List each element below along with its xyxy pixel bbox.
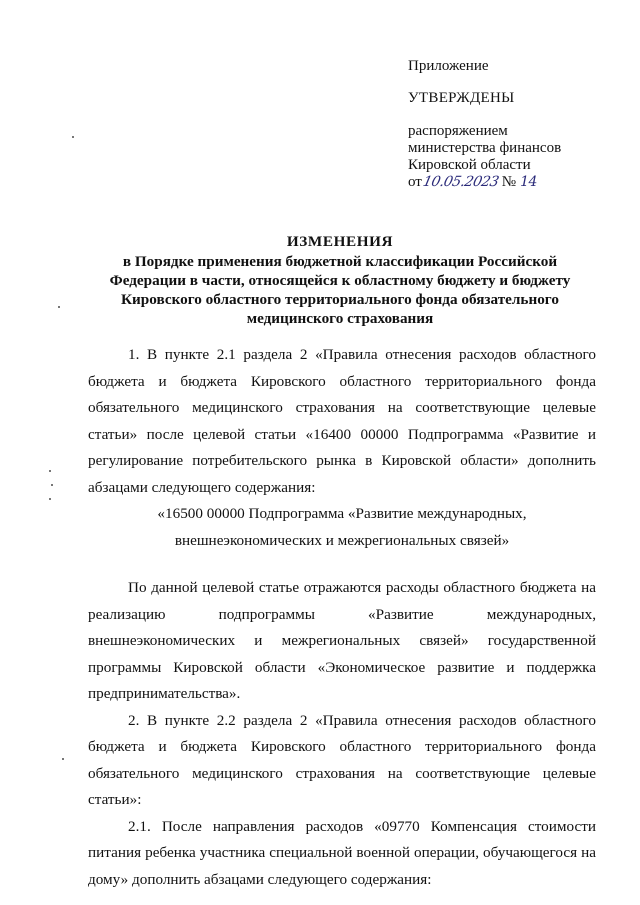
page-title: ИЗМЕНЕНИЯ <box>286 233 394 250</box>
paragraph-gap <box>88 554 596 575</box>
paragraph-2: По данной целевой статье отражаются расходы областного бюджета на реализацию подпрограммы «Развитие международных, внешнеэкономических и межрегиональных связей» государственной программы Кировской области «Экономическое развитие и поддержка предпринимательства». <box>88 579 596 702</box>
approval-ministry-line: министерства финансов <box>408 140 562 156</box>
paragraph-3: 2. В пункте 2.2 раздела 2 «Правила отнесения расходов областного бюджета и бюджета Кировского областного территориального фонда обязательного медицинского страхования на соответствующие целевые статьи»: <box>88 711 596 808</box>
quote-line-2: внешнеэкономических и межрегиональных связей» <box>174 531 510 549</box>
scan-speck <box>62 758 64 760</box>
handwritten-date: 10.05.2023 <box>421 174 500 190</box>
title-line: медицинского страхования <box>246 310 434 327</box>
date-prefix: от <box>408 174 422 190</box>
approval-region-line: Кировской области <box>408 157 531 173</box>
approval-order-line: распоряжением <box>408 123 508 139</box>
paragraph-4: 2.1. После направления расходов «09770 Компенсация стоимости питания ребенка участника специальной военной операции, обучающегося на дому» дополнить абзацами следующего содержания: <box>88 817 596 888</box>
appendix-label: Приложение <box>408 58 489 74</box>
scan-speck <box>49 470 51 472</box>
approval-block <box>408 58 628 191</box>
approved-label: УТВЕРЖДЕНЫ <box>408 90 515 106</box>
paragraph-1: 1. В пункте 2.1 раздела 2 «Правила отнесения расходов областного бюджета и бюджета Кировского областного территориального фонда обязательного медицинского страхования на соответствующие целевые статьи» после целевой статьи «16400 00000 Подпрограмма «Развитие и регулирование потребительского рынка в Кировской области» дополнить абзацами следующего содержания: <box>88 346 596 496</box>
scan-speck <box>51 484 53 486</box>
scan-speck <box>49 498 51 500</box>
title-line: Федерации в части, относящейся к областному бюджету и бюджету <box>109 272 571 289</box>
scan-speck <box>58 306 60 308</box>
quote-line-1: «16500 00000 Подпрограмма «Развитие международных, <box>157 505 527 522</box>
title-line: Кировского областного территориального фонда обязательного <box>121 291 559 308</box>
number-prefix: № <box>501 174 517 190</box>
approval-date-line <box>408 174 628 191</box>
document-title <box>95 232 585 328</box>
document-body <box>88 342 596 893</box>
handwritten-number: 14 <box>520 174 537 190</box>
title-line: в Порядке применения бюджетной классификации Российской <box>122 253 558 270</box>
scan-speck <box>72 136 74 138</box>
